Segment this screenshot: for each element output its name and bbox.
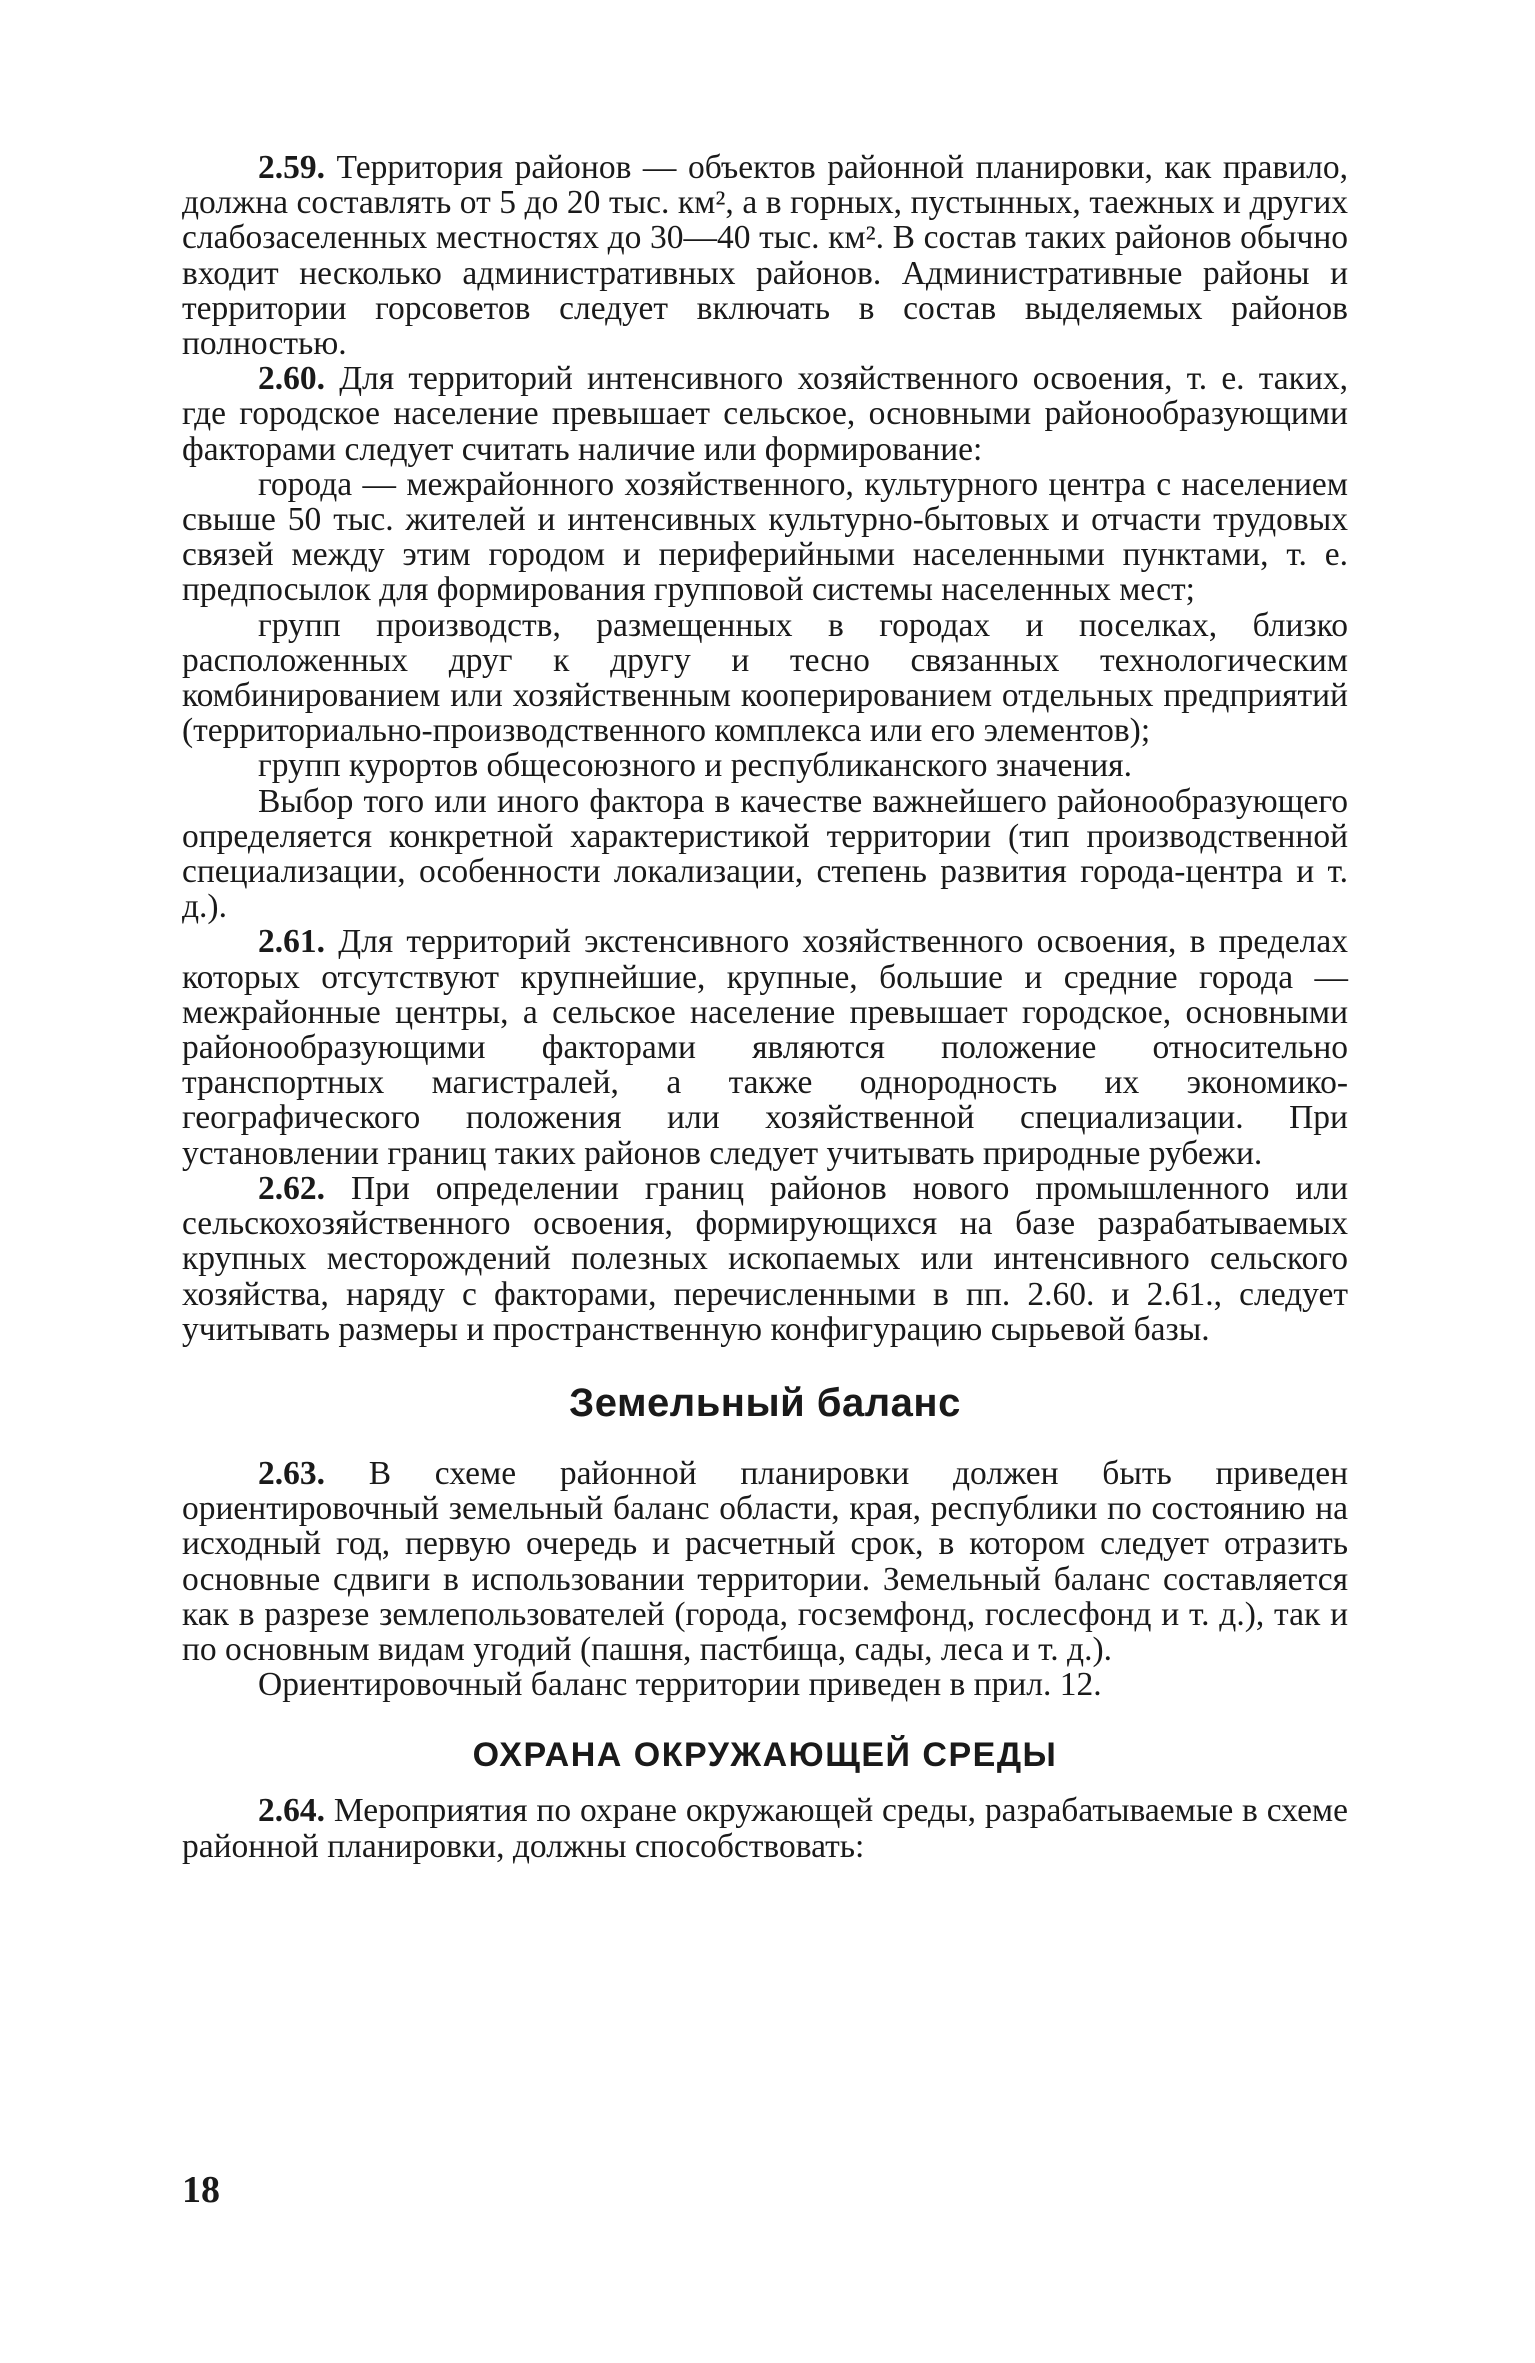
- paragraph-2-60-item-production: групп производств, размещенных в городах и поселках, близко расположенных друг к другу и тесно связанных технологическим комбинированием или хозяйственным кооперированием отдельных предприятий (территориально-производственного комплекса или его элементов);: [182, 606, 1348, 750]
- clause-number: 2.64.: [258, 1792, 325, 1830]
- paragraph-2-61: [182, 924, 1348, 1170]
- section-heading-environment: ОХРАНА ОКРУЖАЮЩЕЙ СРЕДЫ: [472, 1736, 1058, 1775]
- paragraph-2-60-item-city: города — межрайонного хозяйственного, культурного центра с населением свыше 50 тыс. жителей и интенсивных культурно-бытовых и отчасти трудовых связей между этим городом и периферийными населенными пунктами, т. е. предпосылок для формирования групповой системы населенных мест;: [182, 465, 1348, 609]
- clause-number: 2.62.: [258, 1169, 325, 1207]
- clause-number: 2.63.: [258, 1454, 325, 1492]
- clause-number: 2.60.: [258, 360, 325, 398]
- paragraph-2-60-item-resorts: групп курортов общесоюзного и республиканского значения.: [258, 747, 1132, 785]
- clause-text: Для территорий экстенсивного хозяйственного освоения, в пределах которых отсутствуют крупнейшие, крупные, большие и средние города — межрайонные центры, а сельское население превышает городское, основными районообразующими факторами являются положение относительно транспортных магистралей, а также однородность их экономико-географического положения или хозяйственной специализации. При установлении границ таких районов следует учитывать природные рубежи.: [182, 923, 1348, 1172]
- paragraph-2-64: [182, 1793, 1348, 1863]
- paragraph-2-60-choice: Выбор того или иного фактора в качестве важнейшего районообразующего определяется конкретной характеристикой территории (тип производственной специализации, особенности локализации, степень развития города-центра и т. д.).: [182, 782, 1348, 926]
- clause-text: Для территорий интенсивного хозяйственного освоения, т. е. таких, где городское население превышает сельское, основными районообразующими факторами следует считать наличие или формирование:: [182, 360, 1348, 468]
- paragraph-2-59: [182, 150, 1348, 361]
- clause-text: В схеме районной планировки должен быть приведен ориентировочный земельный баланс области, края, республики по состоянию на исходный год, первую очередь и расчетный срок, в котором следует отразить основные сдвиги в использовании территории. Земельный баланс составляется как в разрезе землепользователей (города, госземфонд, гослесфонд и т. д.), так и по основным видам угодий (пашня, пастбища, сады, леса и т. д.).: [182, 1454, 1348, 1668]
- clause-text: Мероприятия по охране окружающей среды, разрабатываемые в схеме районной планировки, должны способствовать:: [182, 1792, 1348, 1865]
- paragraph-2-63-appendix-ref: Ориентировочный баланс территории приведен в прил. 12.: [258, 1666, 1102, 1704]
- clause-text: При определении границ районов нового промышленного или сельскохозяйственного освоения, формирующихся на базе разрабатываемых крупных месторождений полезных ископаемых или интенсивного сельского хозяйства, наряду с факторами, перечисленными в пп. 2.60. и 2.61., следует учитывать размеры и пространственную конфигурацию сырьевой базы.: [182, 1169, 1348, 1348]
- clause-number: 2.59.: [258, 149, 325, 186]
- document-page: [182, 150, 1348, 1864]
- paragraph-2-63: [182, 1456, 1348, 1667]
- paragraph-2-62: [182, 1171, 1348, 1347]
- paragraph-2-60: [182, 361, 1348, 467]
- page-number: 18: [182, 2169, 220, 2211]
- clause-number: 2.61.: [258, 923, 325, 961]
- section-heading-land-balance: Земельный баланс: [569, 1380, 961, 1425]
- clause-text: Территория районов — объектов районной планировки, как правило, должна составлять от 5 до 20 тыс. км², а в горных, пустынных, таежных и других слабозаселенных местностях до 30—40 тыс. км². В состав таких районов обычно входит несколько административных районов. Административные районы и территории горсоветов следует включать в состав выделяемых районов полностью.: [182, 149, 1348, 363]
